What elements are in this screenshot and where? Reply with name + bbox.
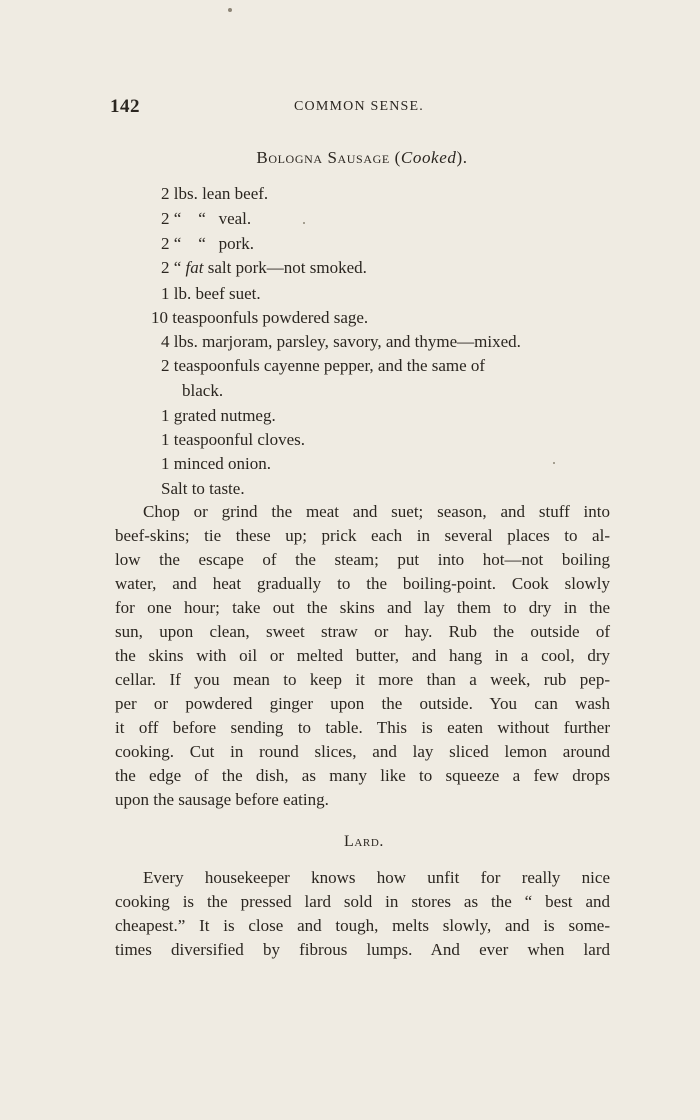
ingredient-line: 2 lbs. lean beef. [161, 184, 269, 203]
paragraph-line: low the escape of the steam; put into hot—not boiling [115, 550, 610, 569]
paragraph-line: cheapest.” It is close and tough, melts slowly, and is some- [115, 916, 610, 935]
paragraph-line: for one hour; take out the skins and lay them to dry in the [115, 598, 610, 617]
page-number: 142 [110, 96, 140, 117]
paragraph-line: sun, upon clean, sweet straw or hay. Rub the outside of [115, 622, 610, 641]
ingredient-line: 4 lbs. marjoram, parsley, savory, and thyme—mixed. [161, 332, 521, 351]
paragraph-line: it off before sending to table. This is eaten without further [115, 718, 610, 737]
paragraph-line: upon the sausage before eating. [115, 790, 329, 809]
paragraph-line: Every housekeeper knows how unfit for really nice [143, 868, 610, 887]
paragraph-line: water, and heat gradually to the boiling-point. Cook slowly [115, 574, 610, 593]
paragraph-line: per or powdered ginger upon the outside. You can wash [115, 694, 610, 713]
lard-title [14, 833, 700, 851]
recipe-title-main: Bologna Sausage [256, 148, 390, 167]
recipe-title [12, 148, 700, 168]
ingredient-line: Salt to taste. [161, 479, 245, 498]
paper-speck [228, 8, 232, 12]
directions-paragraph [115, 500, 610, 812]
running-title: COMMON SENSE. [294, 99, 424, 114]
paragraph-line: Chop or grind the meat and suet; season, and stuff into [143, 502, 610, 521]
ingredient-line: 1 minced onion. [161, 454, 272, 473]
ingredient-qty: 2 “ [161, 258, 186, 277]
ingredient-line: 2 “ “ veal. [161, 209, 252, 228]
recipe-title-paren-open: ( [389, 148, 401, 167]
running-head [110, 96, 610, 122]
lard-title-text: Lard. [344, 833, 384, 850]
paragraph-line: cooking. Cut in round slices, and lay sliced lemon around [115, 742, 610, 761]
paragraph-line: cooking is the pressed lard sold in stores as the “ best and [115, 892, 610, 911]
ingredient-line: 1 teaspoonful cloves. [161, 430, 305, 449]
recipe-title-paren-close: ). [456, 148, 468, 167]
ingredient-line: 2 “ “ pork. [161, 234, 255, 253]
ingredient-line: 10 teaspoonfuls powdered sage. [151, 308, 369, 327]
paragraph-line: beef-skins; tie these up; prick each in several places to al- [115, 526, 610, 545]
paragraph-line: the skins with oil or melted butter, and hang in a cool, dry [115, 646, 610, 665]
paper-speck [303, 222, 305, 224]
paragraph-line: times diversified by fibrous lumps. And ever when lard [115, 940, 610, 959]
ingredient-line: black. [182, 381, 224, 400]
ingredient-line: 1 lb. beef suet. [161, 284, 261, 303]
lard-paragraph [115, 866, 610, 962]
ingredient-fat-word: fat [185, 258, 204, 277]
ingredient-line [161, 256, 367, 280]
paragraph-line: the edge of the dish, as many like to squeeze a few drops [115, 766, 610, 785]
recipe-title-italic: Cooked [400, 148, 457, 167]
ingredient-line: 2 teaspoonfuls cayenne pepper, and the same of [161, 356, 486, 375]
ingredient-fat-rest: salt pork—not smoked. [203, 258, 367, 277]
paper-speck [553, 462, 555, 464]
paragraph-line: cellar. If you mean to keep it more than a week, rub pep- [115, 670, 610, 689]
ingredient-line: 1 grated nutmeg. [161, 406, 276, 425]
